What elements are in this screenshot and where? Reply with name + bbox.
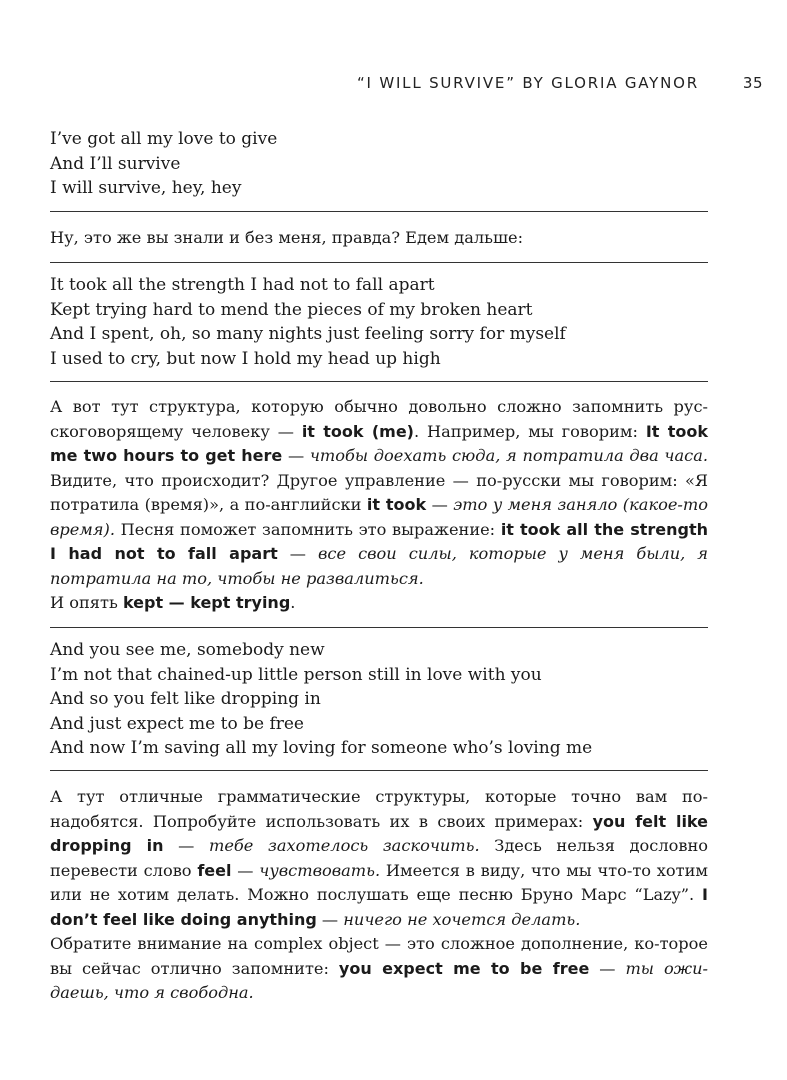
text-run: — <box>316 909 344 929</box>
lyric-line: And I’ll survive <box>50 153 181 174</box>
divider-rule <box>50 262 708 263</box>
bold-term: feel <box>197 860 232 880</box>
bold-term: you expect me to be free <box>338 958 590 978</box>
lyric-line: And so you felt like dropping in <box>50 689 321 709</box>
lyric-line: Kept trying hard to mend the pieces of my broken heart <box>50 299 533 320</box>
text-run: — <box>589 958 626 978</box>
bold-term: I don’t feel like doing anything <box>50 885 708 929</box>
italic-translation: тебе захотелось заскочить. <box>208 836 480 855</box>
italic-translation: ничего не хочется делать. <box>343 909 581 929</box>
header-title: “I WILL SURVIVE” BY GLORIA GAYNOR <box>356 74 699 92</box>
lyric-line: I’m not that chained-up little person still in love with you <box>50 664 542 685</box>
lyrics-block-1 <box>50 127 708 201</box>
divider-rule <box>50 627 708 628</box>
lyrics-block-2 <box>50 273 708 371</box>
text-run: — <box>163 836 209 855</box>
bold-term: you felt like dropping in <box>50 811 708 855</box>
italic-translation: чтобы доехать сюда, я потратила два часа. <box>309 446 709 465</box>
text-run: Здесь нельзя дословно перевести слово <box>50 836 708 880</box>
note-paragraph <box>50 226 708 251</box>
text-run: — <box>231 860 260 880</box>
bold-term: It took me two hours to get here <box>50 421 708 465</box>
page-number: 35 <box>742 74 763 92</box>
lyric-line: And now I’m saving all my loving for someone who’s loving me <box>50 738 593 758</box>
divider-rule <box>50 211 708 212</box>
lyric-line: It took all the strength I had not to fall apart <box>50 275 435 295</box>
text-run: — <box>277 544 318 563</box>
italic-translation: ты ожи-даешь, что я свободна. <box>50 958 708 1002</box>
text-run: Обратите внимание на complex object — это сложное дополнение, ко-торое вы сейчас отлично запомните: <box>50 934 708 978</box>
lyrics-block-3 <box>50 638 708 761</box>
text-run: . <box>290 593 296 612</box>
text-run: Песня поможет запомнить это выражение: <box>114 519 501 539</box>
lyric-line: I used to cry, but now I hold my head up high <box>50 348 441 369</box>
divider-rule <box>50 381 708 382</box>
italic-translation: все свои силы, которые у меня были, я потратила на то, чтобы не развалиться. <box>50 544 708 588</box>
note-text: Ну, это же вы знали и без меня, правда? Едем дальше: <box>50 228 524 247</box>
text-run: И опять <box>50 593 123 612</box>
divider-rule <box>50 770 708 771</box>
text-run: Имеется в виду, что мы что-то хотим или не хотим делать. Можно послушать еще песню Бруно Марс “Lazy”. <box>50 860 709 904</box>
lyric-line: I’ve got all my love to give <box>50 129 278 149</box>
text-run: Видите, что происходит? Другое управление — по-русски мы говорим: «Я потратила (время)», а по-английски <box>50 470 708 514</box>
text-run: А тут отличные грамматические структуры, которые точно вам по-надобятся. Попробуйте использовать их в своих примерах: <box>50 787 708 831</box>
lyric-line: I will survive, hey, hey <box>50 178 242 198</box>
lyric-line: And just expect me to be free <box>50 713 304 734</box>
text-run: . Например, мы говорим: <box>413 421 646 441</box>
explanation-paragraph-1 <box>50 395 708 616</box>
lyric-line: And I spent, oh, so many nights just feeling sorry for myself <box>50 324 566 344</box>
text-run: А вот тут структура, которую обычно довольно сложно запомнить рус-скоговорящему человеку — <box>50 397 708 441</box>
italic-translation: это у меня заняло (какое-то время). <box>50 495 708 539</box>
running-header <box>0 74 763 92</box>
text-run: — <box>282 446 310 465</box>
bold-term: kept — kept trying <box>122 593 291 612</box>
bold-term: it took all the strength I had not to fall apart <box>50 519 709 563</box>
explanation-paragraph-2 <box>50 785 708 1006</box>
lyric-line: And you see me, somebody new <box>50 640 325 660</box>
bold-term: it took (me) <box>301 421 414 441</box>
italic-translation: чувствовать. <box>259 860 381 880</box>
text-run: — <box>426 495 454 514</box>
bold-term: it took <box>366 495 427 514</box>
